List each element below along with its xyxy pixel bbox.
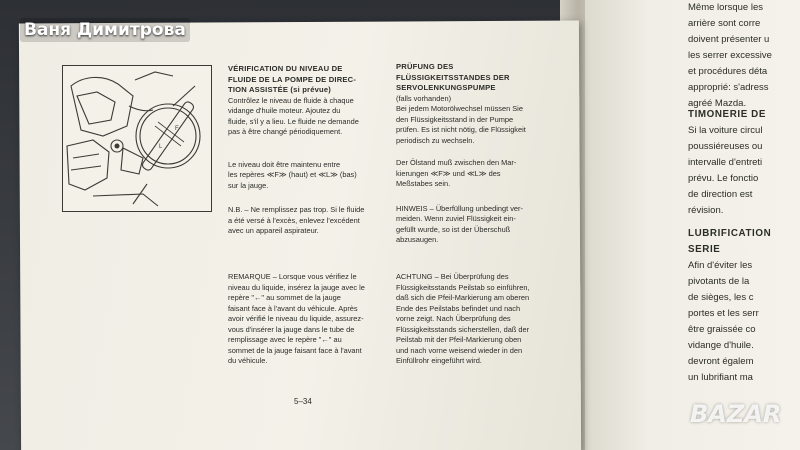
de-section-title: PRÜFUNG DES FLÜSSIGKEITSSTANDES DER SERVOLENKUNGSPUMPE <box>396 62 510 92</box>
svg-text:F: F <box>175 126 179 132</box>
page-number: 5–34 <box>294 397 312 406</box>
de-steering-section <box>396 62 554 246</box>
fr-level-paragraph: Le niveau doit être maintenu entre les repères ≪F≫ (haut) et ≪L≫ (bas) sur la jauge. <box>228 159 357 190</box>
fr-body-paragraph: Contrôlez le niveau de fluide à chaque vidange d'huile moteur. Ajoutez du fluide, s'il y a lieu. Le fluide ne demande pas à être changé périodiquement. <box>228 95 359 136</box>
fr-steering-section <box>228 64 388 237</box>
pump-drawing <box>63 66 211 211</box>
fr-remark-section: REMARQUE – Lorsque vous vérifiez le niveau du liquide, insérez la jauge avec le repère "←" au sommet de la jauge faisant face à l'avant du véhicule. Après avoir vérifié le niveau du liquide, assurez- vous d'insérer la jauge dans le tube de remplissage avec le repère "←" au sommet de la jauge faisant face à l'avant du véhicule. <box>228 272 365 365</box>
de-subtitle: (falls vorhanden) <box>396 93 452 103</box>
right-heading-timonerie: TIMONERIE DE <box>688 109 766 120</box>
right-heading-lubrification: LUBRIFICATION <box>688 228 772 239</box>
de-body-paragraph: Bei jedem Motorölwechsel müssen Sie den Flüssigkeitsstand in der Pumpe prüfen. Es ist nicht nötig, die Flüssigkeit periodisch zu wechseln. <box>396 104 526 145</box>
de-note-paragraph: HINWEIS – Überfüllung unbedingt ver- meiden. Wenn zuviel Flüssigkeit ein- gefüllt wurde, so ist der Überschuß abzusaugen. <box>396 203 523 244</box>
steering-pump-illustration <box>62 65 212 212</box>
svg-text:L: L <box>159 144 163 150</box>
fr-section-title: VÉRIFICATION DU NIVEAU DE FLUIDE DE LA POMPE DE DIREC- TION ASSISTÉE (si prévue) <box>228 64 357 94</box>
site-watermark-logo: BAZAR <box>690 400 782 428</box>
de-caution-section: ACHTUNG – Bei Überprüfung des Flüssigkeitsstands Peilstab so einführen, daß sich die Pfeil-Markierung am oberen Ende des Peilstabs befindet und nach vorne zeigt. Nach Überprüfung des Flüssigkeitsstands sicherstellen, daß der Peilstab mit der Pfeil-Markierung oben und nach vorne weisend wieder in den Einfüllrohr eingeführt wird. <box>396 272 530 365</box>
de-level-paragraph: Der Ölstand muß zwischen den Mar- kierungen ≪F≫ und ≪L≫ des Meßstabes sein. <box>396 158 517 188</box>
right-page-block-1: Même lorsque les arrière sont corre doivent présenter u les serrer excessive et procédures déta approprié: s'adress agréé Mazda. <box>688 2 772 109</box>
right-page-block-3: LUBRIFICATION SERIE Afin d'éviter les pivotants de la de sièges, les c portes et les serr être graissée co vidange d'huile. devront égalem un lubrifiant ma <box>688 226 800 386</box>
uploader-name-label: Ваня Димитрова <box>20 18 190 42</box>
fr-note-paragraph: N.B. – Ne remplissez pas trop. Si le fluide a été versé à l'excès, enlevez l'excédent avec un appareil aspirateur. <box>228 205 365 235</box>
right-page-block-2: TIMONERIE DE Si la voiture circul poussiéreuses ou intervalle d'entreti prévu. Le fonctio de direction est révision. <box>688 107 800 219</box>
